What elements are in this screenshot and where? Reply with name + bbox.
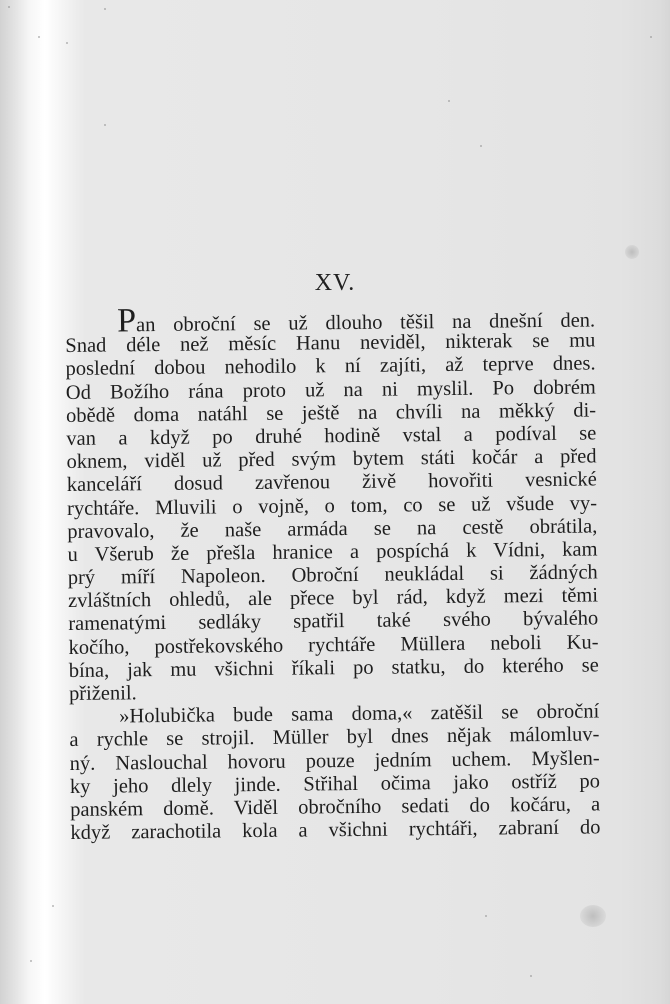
body-text xyxy=(65,302,601,845)
drop-cap: P xyxy=(116,302,137,340)
text-line: pravovalo, že naše armáda se na cestě obrátila, xyxy=(67,515,598,543)
text-line: ramenatými sedláky spatřil také svého bývalého xyxy=(68,607,599,636)
text-line: van a když po druhé hodině vstal a podíval se xyxy=(66,422,597,450)
text-line: Od Božího rána proto už na ni myslil. Po dobrém xyxy=(65,376,596,404)
text-line: zvláštních ohledů, ale přece byl rád, když mezi těmi xyxy=(67,584,599,613)
text-line: bína, jak mu všichni říkali po statku, do kterého se xyxy=(68,654,599,682)
paper-speck xyxy=(8,6,10,8)
text-line: obědě doma natáhl se ještě na chvíli na měkký di- xyxy=(65,399,597,427)
paper-speck xyxy=(104,8,106,10)
text-line: ky jeho dlely jinde. Střihal očima jako ostříž po xyxy=(69,770,601,798)
paper-speck xyxy=(104,124,106,126)
paper-speck xyxy=(650,36,652,38)
text-line: když zarachotila kola a všichni rychtáři, zabraní do xyxy=(70,816,601,845)
paper-speck xyxy=(30,960,32,962)
text-line: u Všerub že přešla hranice a pospíchá k Vídni, kam xyxy=(67,538,598,566)
text-line: oknem, viděl už před svým bytem státi kočár a před xyxy=(66,445,597,474)
text-line: kanceláří dosud zavřenou živě hovořiti vesnické xyxy=(66,468,597,497)
text-line: panském domě. Viděl obročního sedati do kočáru, a xyxy=(70,793,601,821)
text-line: prý míří Napoleon. Obroční neukládal si žádných xyxy=(67,561,598,590)
text-line-content: an obroční se už dlouho těšil na dnešní den. xyxy=(135,309,596,337)
paper-speck xyxy=(448,100,450,102)
text-line: Snad déle než měsíc Hanu neviděl, nikterak se mu xyxy=(65,329,596,358)
text-line: rychtáře. Mluvili o vojně, o tom, co se už všude vy- xyxy=(66,491,598,520)
paper-speck xyxy=(52,905,54,907)
paper-speck xyxy=(530,975,532,977)
text-line: kočího, postřekovského rychtáře Müllera neboli Ku- xyxy=(68,631,599,659)
paper-speck xyxy=(38,36,40,38)
paper-stain xyxy=(625,245,639,259)
paper-speck xyxy=(485,915,487,917)
text-line: poslední dobou nehodilo k ní zajíti, až teprve dnes. xyxy=(65,352,596,381)
text-line: ný. Naslouchal hovoru pouze jedním uchem. Myšlen- xyxy=(69,746,600,775)
chapter-heading: XV. xyxy=(314,270,356,296)
paper-stain xyxy=(580,905,606,927)
text-line: přiženil. xyxy=(68,682,137,705)
paper-speck xyxy=(66,42,68,44)
text-line: »Holubička bude sama doma,« zatěšil se obroční xyxy=(119,700,600,728)
paper-speck xyxy=(480,145,482,147)
text-line: a rychle se strojil. Müller byl dnes nějak málomluv- xyxy=(69,723,600,752)
